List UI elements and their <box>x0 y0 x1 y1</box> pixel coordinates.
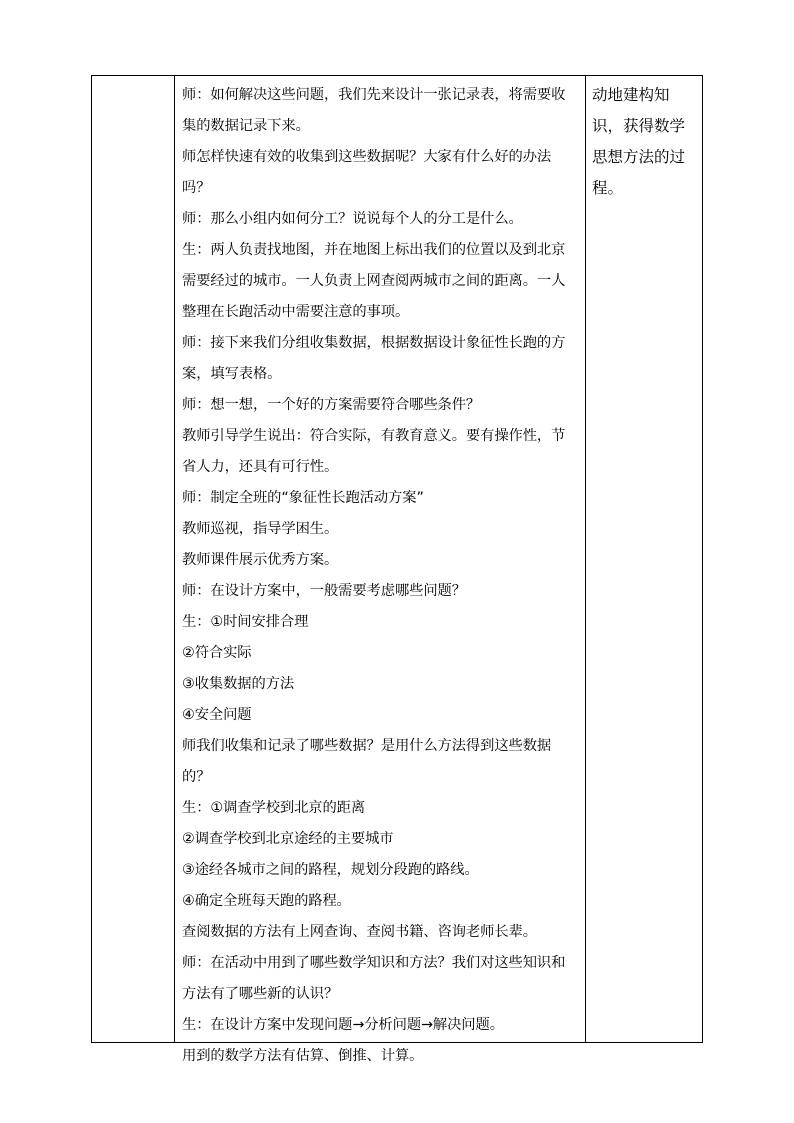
dialogue-line: 生：①时间安排合理 <box>182 614 309 630</box>
dialogue-line: ②符合实际 <box>182 645 252 661</box>
lesson-plan-table <box>91 75 703 1064</box>
dialogue-line: ④安全问题 <box>182 707 252 723</box>
dialogue-line: 师怎样快速有效的收集到这些数据呢？大家有什么好的办法吗？ <box>182 149 552 196</box>
dialogue-line: 师：在活动中用到了哪些数学知识和方法？我们对这些知识和方法有了哪些新的认识？ <box>182 955 566 1002</box>
dialogue-line: 师：接下来我们分组收集数据，根据数据设计象征性长跑的方案，填写表格。 <box>182 335 566 382</box>
dialogue-line: ③收集数据的方法 <box>182 676 295 692</box>
design-intent-text: 动地建构知识，获得数学思想方法的过程。 <box>592 86 686 197</box>
dialogue-line: 教师课件展示优秀方案。 <box>182 552 339 568</box>
design-intent-column <box>586 76 702 1042</box>
dialogue-line: 师：制定全班的“象征性长跑活动方案” <box>182 490 424 506</box>
dialogue-line: ④确定全班每天跑的路程。 <box>182 893 351 909</box>
dialogue-line: 生：两人负责找地图，并在地图上标出我们的位置以及到北京需要经过的城市。一人负责上网查阅两城市之间的距离。一人整理在长跑活动中需要注意的事项。 <box>182 242 566 320</box>
dialogue-line: 教师巡视，指导学困生。 <box>182 521 339 537</box>
dialogue-line: 师：想一想，一个好的方案需要符合哪些条件？ <box>182 397 481 413</box>
dialogue-line: ②调查学校到北京途经的主要城市 <box>182 831 394 847</box>
dialogue-line: 师：那么小组内如何分工？说说每个人的分工是什么。 <box>182 211 523 227</box>
teaching-process-column <box>175 76 586 1064</box>
dialogue-line: 教师引导学生说出：符合实际，有教育意义。要有操作性，节省人力，还具有可行性。 <box>182 428 566 475</box>
dialogue-line: 查阅数据的方法有上网查询、查阅书籍、咨询老师长辈。 <box>182 924 537 940</box>
dialogue-line: 生：在设计方案中发现问题→分析问题→解决问题。 <box>182 1017 504 1033</box>
dialogue-line: 师：如何解决这些问题，我们先来设计一张记录表，将需要收集的数据记录下来。 <box>182 87 566 134</box>
dialogue-line: 用到的数学方法有估算、倒推、计算。 <box>182 1048 424 1064</box>
dialogue-line: ③途经各城市之间的路程，规划分段跑的路线。 <box>182 862 479 878</box>
dialogue-line: 师：在设计方案中，一般需要考虑哪些问题？ <box>182 583 466 599</box>
dialogue-line: 生：①调查学校到北京的距离 <box>182 800 366 816</box>
stage-column <box>92 76 175 1042</box>
dialogue-line: 师我们收集和记录了哪些数据？是用什么方法得到这些数据的？ <box>182 738 552 785</box>
